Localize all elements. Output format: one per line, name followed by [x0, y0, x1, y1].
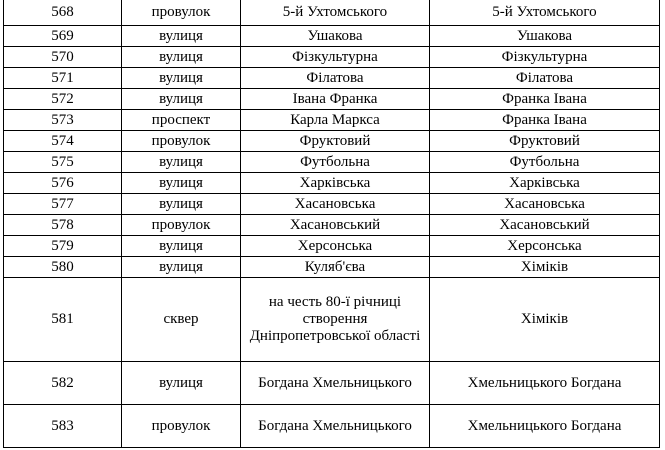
new-name: Хасановський: [430, 215, 660, 236]
old-name: Івана Франка: [241, 89, 430, 110]
new-name: Херсонська: [430, 236, 660, 257]
table-row: [4, 215, 660, 236]
row-number: 580: [4, 257, 122, 278]
row-number: 576: [4, 173, 122, 194]
object-type: вулиця: [122, 194, 241, 215]
object-type: провулок: [122, 0, 241, 26]
new-name: Хмельницького Богдана: [430, 405, 660, 448]
object-type: сквер: [122, 278, 241, 362]
row-number: 579: [4, 236, 122, 257]
object-type: вулиця: [122, 236, 241, 257]
new-name: Фруктовий: [430, 131, 660, 152]
table-row: [4, 362, 660, 405]
old-name: Хасановська: [241, 194, 430, 215]
row-number: 578: [4, 215, 122, 236]
object-type: вулиця: [122, 68, 241, 89]
object-type: вулиця: [122, 26, 241, 47]
object-type: провулок: [122, 215, 241, 236]
old-name: Богдана Хмельницького: [241, 362, 430, 405]
table-row: [4, 405, 660, 448]
old-name: на честь 80-ї річниці створення Дніпропетровської області: [241, 278, 430, 362]
row-number: 575: [4, 152, 122, 173]
table-row: [4, 47, 660, 68]
old-name: Карла Маркса: [241, 110, 430, 131]
table-row: [4, 110, 660, 131]
table-row: [4, 68, 660, 89]
table-row: [4, 152, 660, 173]
object-type: проспект: [122, 110, 241, 131]
row-number: 582: [4, 362, 122, 405]
table-row: [4, 257, 660, 278]
row-number: 577: [4, 194, 122, 215]
object-type: вулиця: [122, 152, 241, 173]
object-type: вулиця: [122, 173, 241, 194]
old-name: Ушакова: [241, 26, 430, 47]
new-name: Хмельницького Богдана: [430, 362, 660, 405]
table-row: [4, 0, 660, 26]
street-rename-table: [3, 0, 660, 448]
object-type: вулиця: [122, 257, 241, 278]
row-number: 571: [4, 68, 122, 89]
new-name: Хіміків: [430, 278, 660, 362]
new-name: Хіміків: [430, 257, 660, 278]
row-number: 572: [4, 89, 122, 110]
new-name: Харківська: [430, 173, 660, 194]
old-name: Фруктовий: [241, 131, 430, 152]
object-type: провулок: [122, 405, 241, 448]
new-name: Фізкультурна: [430, 47, 660, 68]
new-name: Хасановська: [430, 194, 660, 215]
old-name: Футбольна: [241, 152, 430, 173]
old-name: Куляб'єва: [241, 257, 430, 278]
new-name: Франка Івана: [430, 110, 660, 131]
table-row: [4, 89, 660, 110]
table-row: [4, 26, 660, 47]
row-number: 583: [4, 405, 122, 448]
new-name: Ушакова: [430, 26, 660, 47]
row-number: 574: [4, 131, 122, 152]
table-row: [4, 194, 660, 215]
row-number: 569: [4, 26, 122, 47]
row-number: 581: [4, 278, 122, 362]
table-row: [4, 278, 660, 362]
table-row: [4, 131, 660, 152]
new-name: 5-й Ухтомського: [430, 0, 660, 26]
old-name: Філатова: [241, 68, 430, 89]
table-row: [4, 173, 660, 194]
row-number: 573: [4, 110, 122, 131]
old-name: Херсонська: [241, 236, 430, 257]
old-name: Хасановський: [241, 215, 430, 236]
old-name: Богдана Хмельницького: [241, 405, 430, 448]
table-row: [4, 236, 660, 257]
new-name: Футбольна: [430, 152, 660, 173]
old-name: 5-й Ухтомського: [241, 0, 430, 26]
row-number: 568: [4, 0, 122, 26]
row-number: 570: [4, 47, 122, 68]
new-name: Франка Івана: [430, 89, 660, 110]
object-type: вулиця: [122, 89, 241, 110]
old-name: Харківська: [241, 173, 430, 194]
object-type: провулок: [122, 131, 241, 152]
new-name: Філатова: [430, 68, 660, 89]
object-type: вулиця: [122, 47, 241, 68]
object-type: вулиця: [122, 362, 241, 405]
old-name: Фізкультурна: [241, 47, 430, 68]
